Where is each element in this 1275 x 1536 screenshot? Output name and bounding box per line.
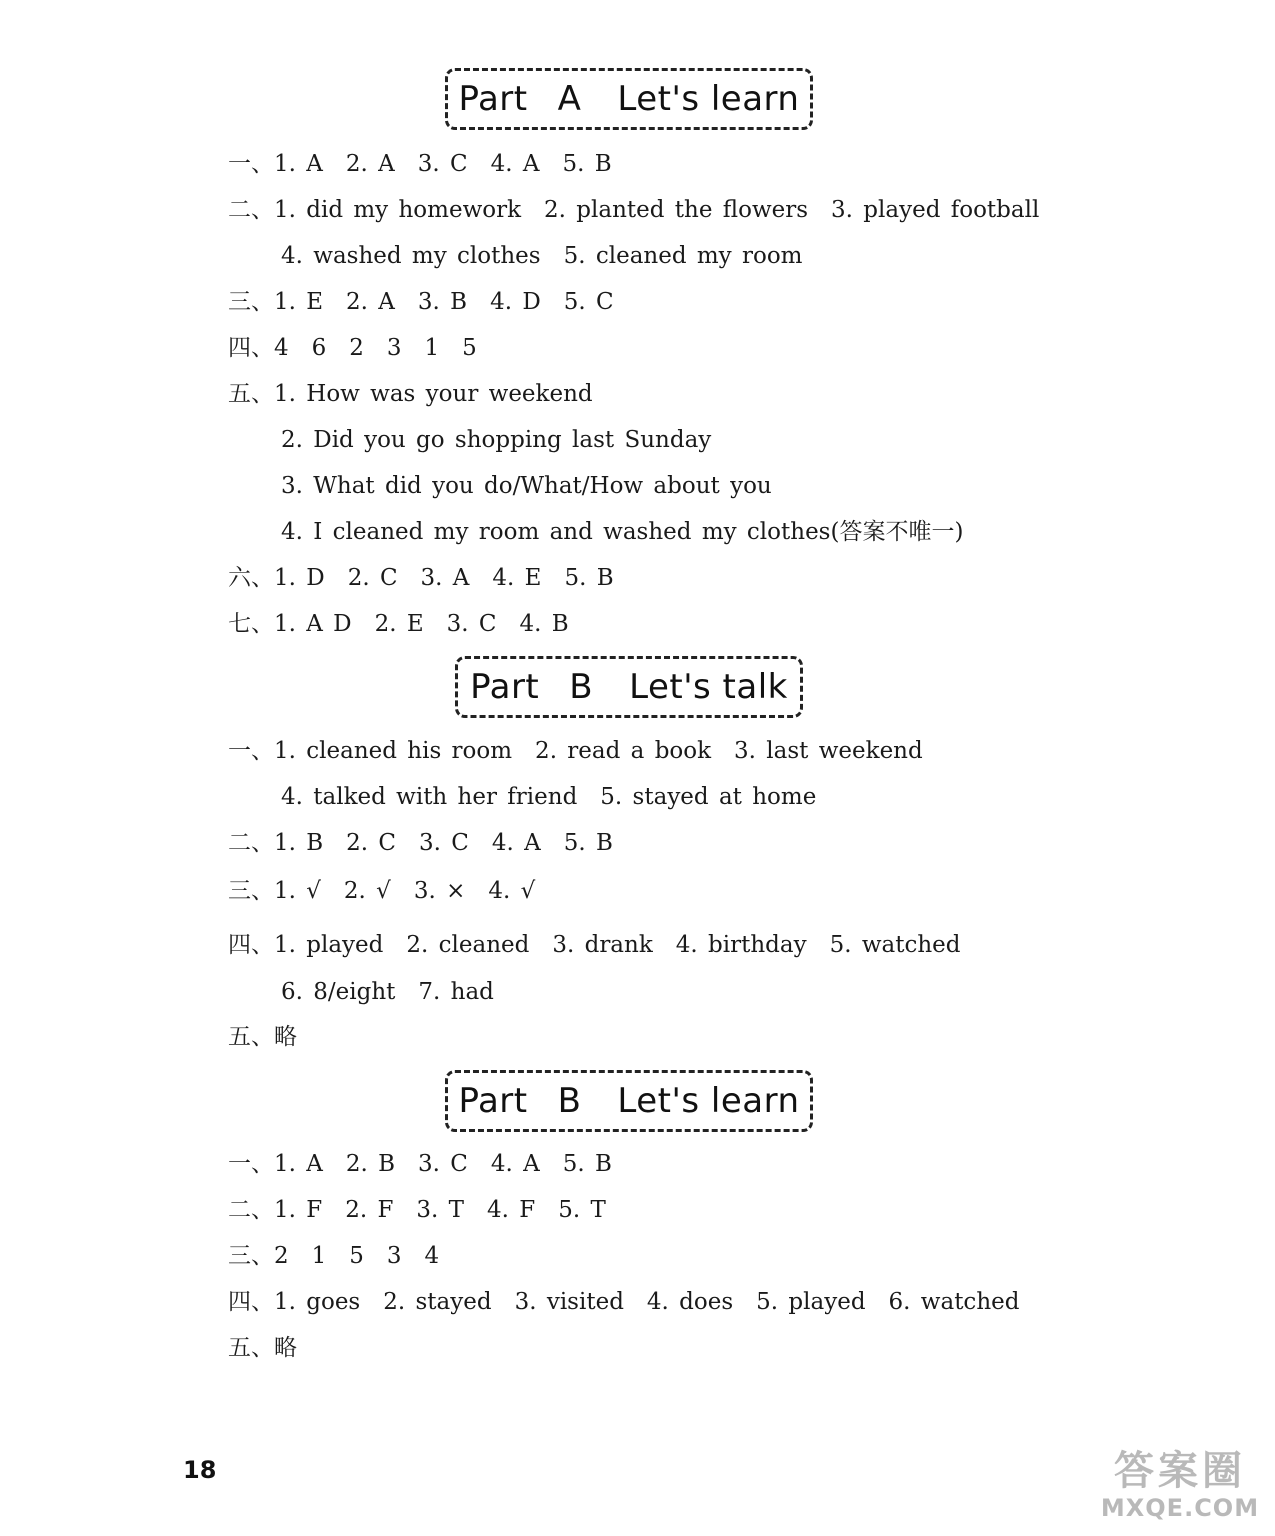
answer-line: 2. Did you go shopping last Sunday <box>281 427 712 453</box>
answer-line: 三、1. E 2. A 3. B 4. D 5. C <box>228 289 614 315</box>
section-heading-part-a-learn <box>445 68 813 130</box>
answer-line: 五、略 <box>228 1335 297 1361</box>
watermark-bottom-text: MXQE.COM <box>1100 1494 1260 1522</box>
heading-part-letter: B <box>557 1081 582 1121</box>
answer-line: 三、1. √ 2. √ 3. × 4. √ <box>228 878 536 904</box>
heading-section-name: Let's learn <box>617 79 800 119</box>
answer-line: 二、1. F 2. F 3. T 4. F 5. T <box>228 1197 606 1223</box>
answer-line: 二、1. B 2. C 3. C 4. A 5. B <box>228 830 613 856</box>
heading-section-name: Let's talk <box>629 667 788 707</box>
heading-section-name: Let's learn <box>617 1081 800 1121</box>
answer-line: 四、1. goes 2. stayed 3. visited 4. does 5. played 6. watched <box>228 1289 1020 1315</box>
answer-line: 五、略 <box>228 1024 297 1050</box>
watermark-logo <box>1095 1448 1265 1528</box>
answer-line: 六、1. D 2. C 3. A 4. E 5. B <box>228 565 614 591</box>
answer-line: 五、1. How was your weekend <box>228 381 593 407</box>
answer-line: 一、1. cleaned his room 2. read a book 3. last weekend <box>228 738 923 764</box>
watermark-top-text: 答案圈 <box>1114 1448 1246 1494</box>
section-heading-part-b-learn <box>445 1070 813 1132</box>
page-number: 18 <box>183 1456 217 1484</box>
answer-line: 七、1. A D 2. E 3. C 4. B <box>228 611 569 637</box>
answer-line: 4. talked with her friend 5. stayed at home <box>281 784 817 810</box>
answer-line: 一、1. A 2. B 3. C 4. A 5. B <box>228 1151 612 1177</box>
answer-line: 4. washed my clothes 5. cleaned my room <box>281 243 803 269</box>
answer-line: 四、1. played 2. cleaned 3. drank 4. birthday 5. watched <box>228 932 961 958</box>
heading-part-label: Part <box>458 79 528 119</box>
answer-line: 二、1. did my homework 2. planted the flowers 3. played football <box>228 197 1040 223</box>
heading-part-letter: B <box>569 667 594 707</box>
heading-part-letter: A <box>557 79 582 119</box>
answer-line: 3. What did you do/What/How about you <box>281 473 772 499</box>
answer-line: 4. I cleaned my room and washed my clothes(答案不唯一) <box>281 519 964 545</box>
answer-line: 三、2 1 5 3 4 <box>228 1243 440 1269</box>
answer-line: 一、1. A 2. A 3. C 4. A 5. B <box>228 151 612 177</box>
section-heading-part-b-talk <box>455 656 803 718</box>
answer-line: 6. 8/eight 7. had <box>281 979 494 1005</box>
heading-part-label: Part <box>470 667 540 707</box>
answer-line: 四、4 6 2 3 1 5 <box>228 335 477 361</box>
heading-part-label: Part <box>458 1081 528 1121</box>
